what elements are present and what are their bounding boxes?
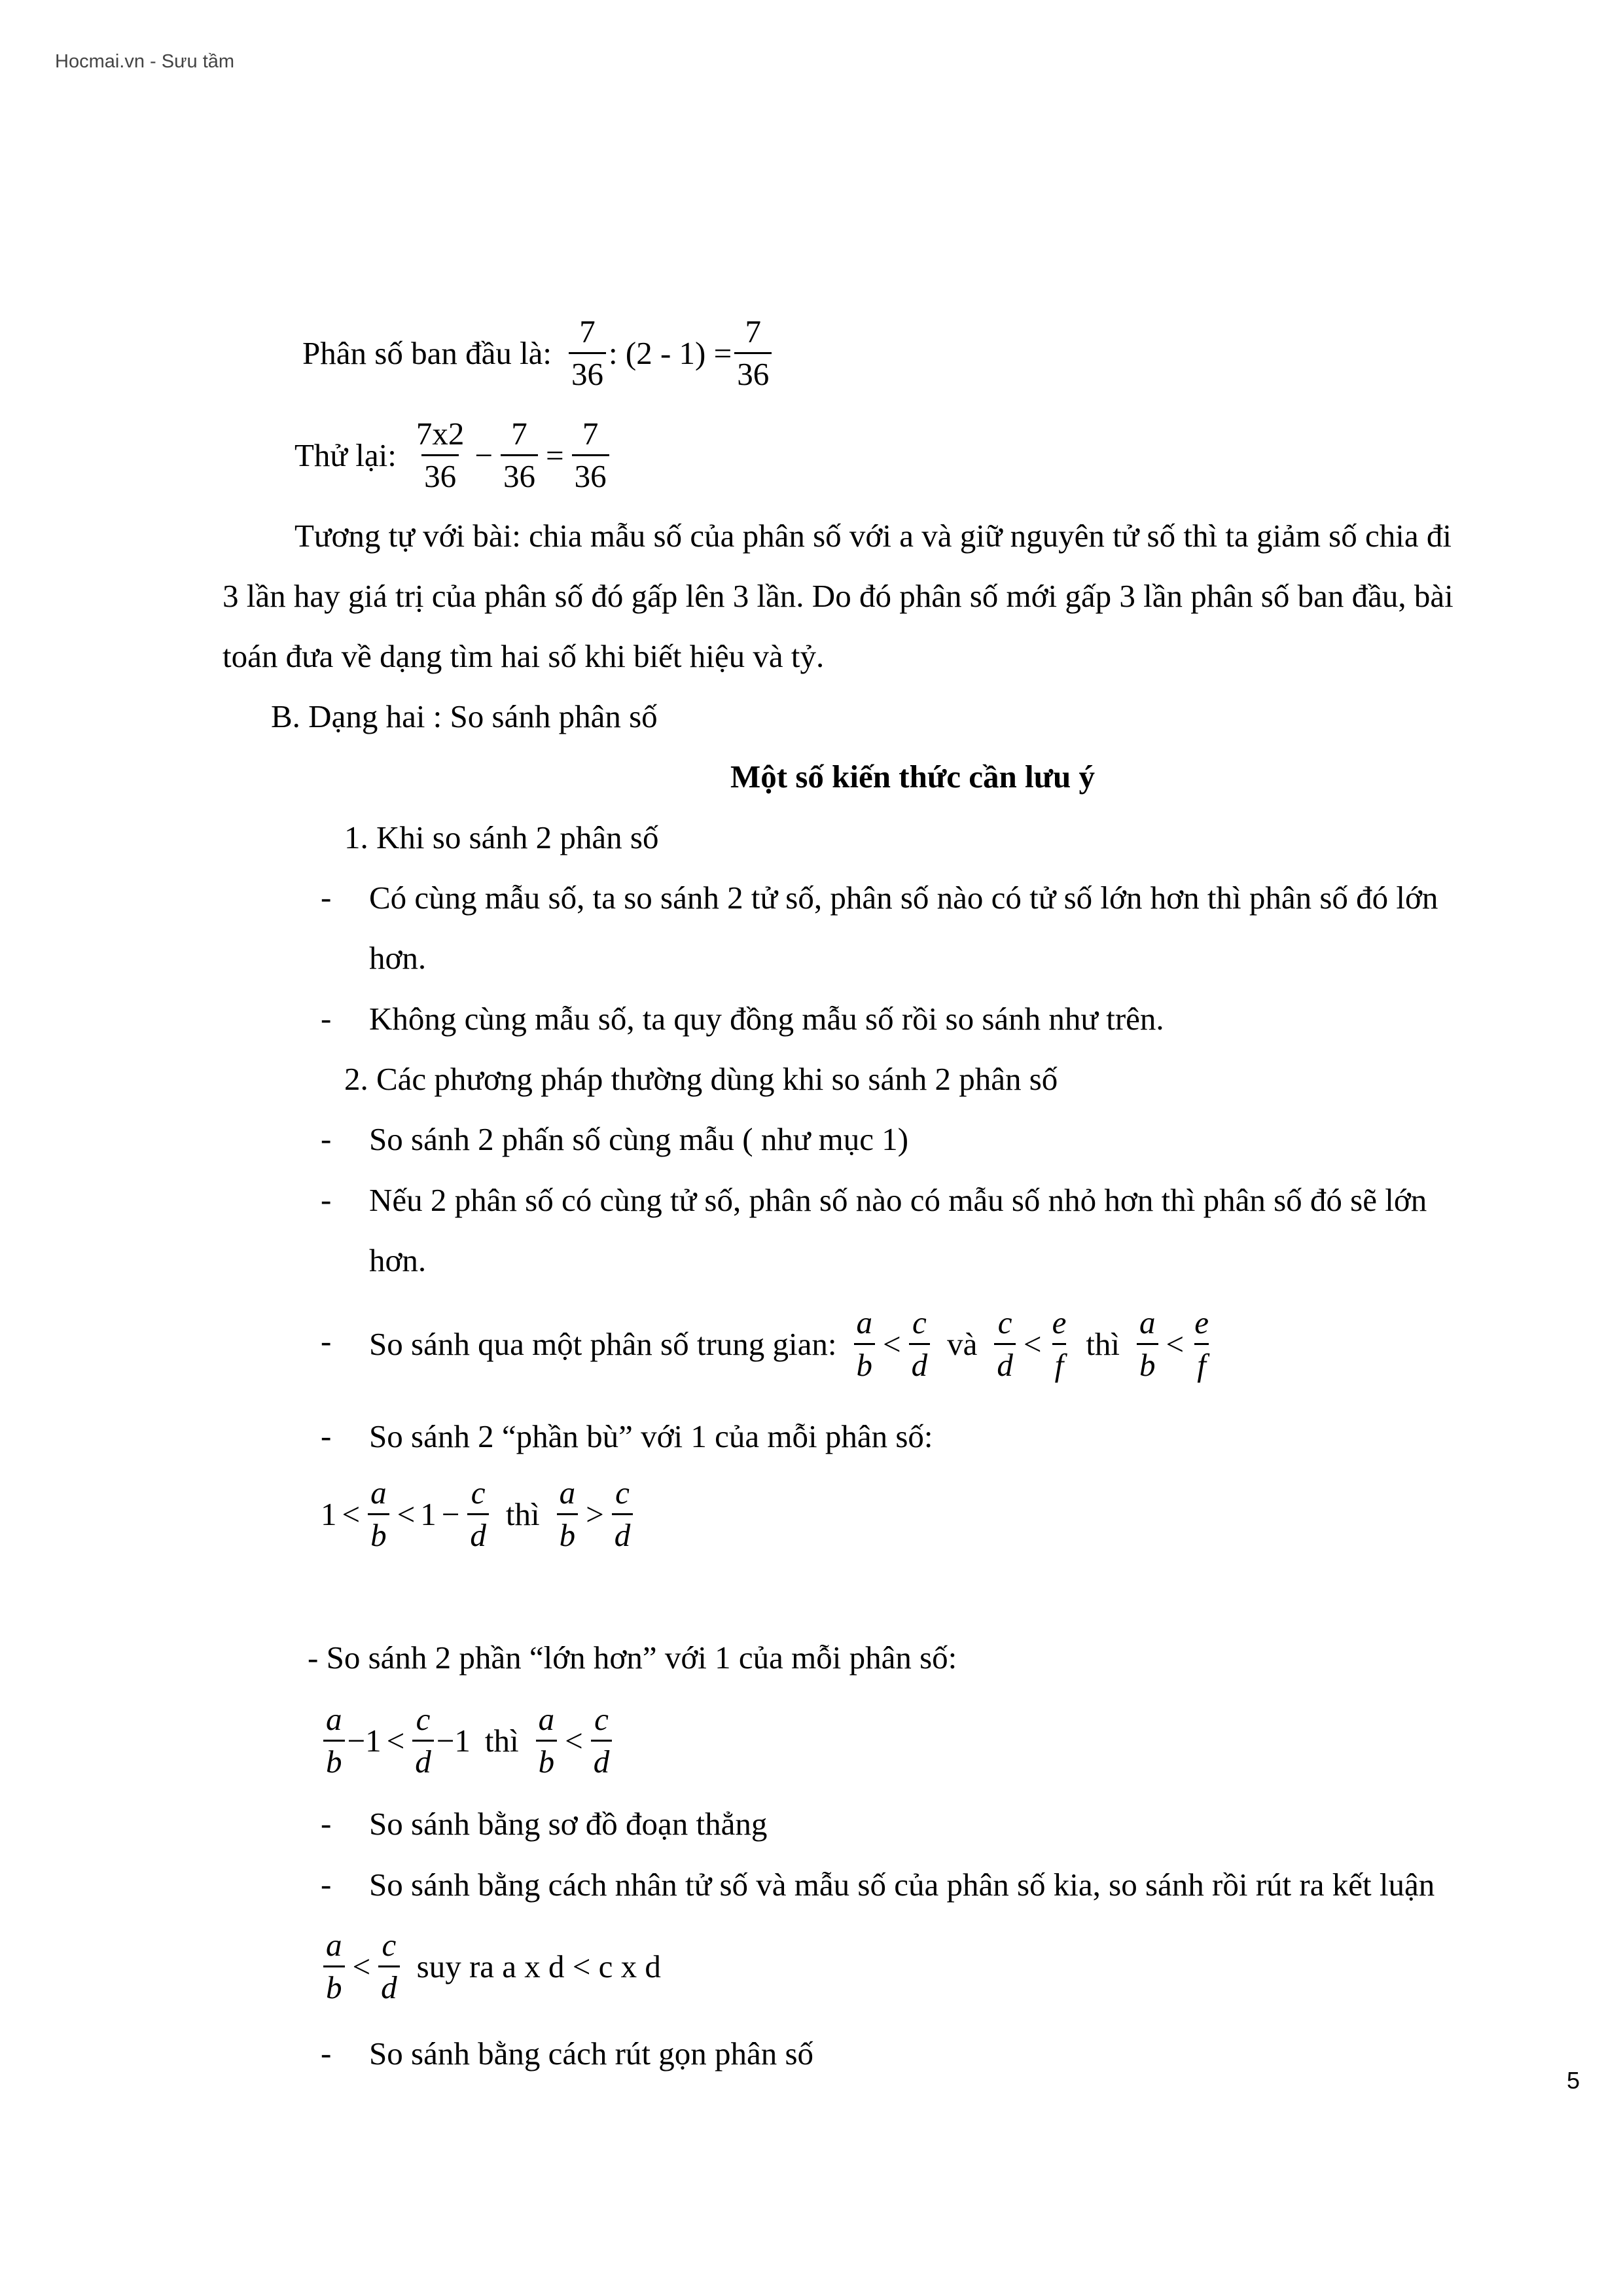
bullet-text: Nếu 2 phân số có cùng tử số, phân số nào có mẫu số nhỏ hơn thì phân số đó sẽ lớn — [369, 1182, 1427, 1218]
fraction: $\frac{c}{d}$ — [994, 1304, 1016, 1384]
numbered-item: 2. Các phương pháp thường dùng khi so sánh 2 phân số — [344, 1061, 1058, 1097]
bullet-text: Có cùng mẫu số, ta so sánh 2 tử số, phân số nào có tử số lớn hơn thì phân số đó lớn — [369, 880, 1438, 916]
intermediate-fraction-line: So sánh qua một phân số trung gian: $\frac{a}{b}$ < $\frac{c}{d}$ và $\frac{c}{d}$ < $\frac{e}{f}$ thì $\frac{a}{b}$ < $\frac{e}{f}$ — [369, 1304, 1214, 1384]
bullet-text: hơn. — [369, 1242, 427, 1278]
bullet-dash: - — [321, 1121, 332, 1157]
fraction: $\frac{a}{b}$ — [323, 1926, 345, 2007]
bullet-text: So sánh qua một phân số trung gian: — [369, 1326, 837, 1362]
bullet-text: So sánh 2 “phần bù” với 1 của mỗi phân số: — [369, 1418, 933, 1454]
cross-multiply-formula: $\frac{a}{b}$ < $\frac{c}{d}$ suy ra a x d < c x d — [321, 1926, 661, 2007]
check-line: Thử lại: $\frac{7x2}{36}$ − $\frac{7}{36}$ = $\frac{7}{36}$ — [294, 415, 612, 495]
fraction: $\frac{a}{b}$ — [854, 1304, 876, 1384]
fraction: $\frac{a}{b}$ — [557, 1474, 579, 1554]
complement-formula: 1 < $\frac{a}{b}$ < 1 − $\frac{c}{d}$ thì $\frac{a}{b}$ > $\frac{c}{d}$ — [321, 1474, 635, 1554]
fraction: $\frac{e}{f}$ — [1052, 1304, 1067, 1383]
bullet-dash: - — [321, 1805, 332, 1841]
bullet-dash: - — [321, 1323, 332, 1359]
bullet-dash: - — [321, 1418, 332, 1454]
notes-title: Một số kiến thức cần lưu ý — [730, 759, 1095, 795]
original-fraction-line — [302, 313, 774, 393]
fraction: $\frac{7}{36}$ — [569, 313, 606, 393]
fraction: $\frac{7x2}{36}$ — [416, 416, 465, 494]
fraction: $\frac{c}{d}$ — [909, 1304, 931, 1384]
source-header: Hocmai.vn - Sưu tầm — [55, 51, 235, 72]
bullet-text: Không cùng mẫu số, ta quy đồng mẫu số rồi so sánh như trên. — [369, 1001, 1164, 1037]
fraction: $\frac{e}{f}$ — [1194, 1304, 1209, 1383]
fraction: $\frac{7}{36}$ — [501, 415, 538, 495]
division-expression: : (2 - 1) = — [609, 335, 732, 371]
bullet-text: hơn. — [369, 940, 427, 976]
bullet-dash: - — [321, 1000, 332, 1036]
bullet-text: So sánh 2 phấn số cùng mẫu ( như mục 1) — [369, 1121, 909, 1157]
bullet-dash: - — [321, 1866, 332, 1902]
page-number: 5 — [1567, 2067, 1580, 2094]
paragraph-line: 3 lần hay giá trị của phân số đó gấp lên 3 lần. Do đó phân số mới gấp 3 lần phân số ban đầu, bài — [223, 578, 1454, 614]
fraction: $\frac{c}{d}$ — [412, 1700, 434, 1781]
fraction: $\frac{c}{d}$ — [467, 1474, 489, 1554]
fraction: $\frac{a}{b}$ — [536, 1700, 558, 1781]
fraction: $\frac{a}{b}$ — [1137, 1304, 1158, 1384]
paragraph-line: toán đưa về dạng tìm hai số khi biết hiệu và tỷ. — [223, 638, 825, 674]
bullet-text: So sánh bằng cách nhân tử số và mẫu số của phân số kia, so sánh rồi rút ra kết luận — [369, 1867, 1435, 1903]
fraction: $\frac{c}{d}$ — [378, 1926, 400, 2007]
check-label: Thử lại: — [294, 437, 397, 473]
bullet-text: - So sánh 2 phần “lớn hơn” với 1 của mỗi phân số: — [308, 1640, 957, 1676]
original-fraction-label: Phân số ban đầu là: — [302, 335, 552, 371]
fraction: $\frac{a}{b}$ — [368, 1474, 389, 1554]
fraction: $\frac{c}{d}$ — [591, 1700, 613, 1781]
bullet-dash: - — [321, 2035, 332, 2071]
numbered-item: 1. Khi so sánh 2 phân số — [344, 819, 659, 855]
bullet-dash: - — [321, 879, 332, 915]
paragraph-line: Tương tự với bài: chia mẫu số của phân số với a và giữ nguyên tử số thì ta giảm số chia đi — [294, 518, 1452, 554]
section-heading: B. Dạng hai : So sánh phân số — [271, 698, 658, 734]
bullet-dash: - — [321, 1181, 332, 1217]
fraction: $\frac{7}{36}$ — [734, 313, 772, 393]
bullet-text: So sánh bằng cách rút gọn phân số — [369, 2036, 814, 2072]
fraction: $\frac{c}{d}$ — [612, 1474, 633, 1554]
fraction: $\frac{7}{36}$ — [572, 415, 609, 495]
fraction: $\frac{a}{b}$ — [323, 1700, 345, 1781]
excess-formula: $\frac{a}{b}$ −1 < $\frac{c}{d}$ −1 thì $\frac{a}{b}$ < $\frac{c}{d}$ — [321, 1700, 615, 1781]
bullet-text: So sánh bằng sơ đồ đoạn thẳng — [369, 1806, 768, 1842]
